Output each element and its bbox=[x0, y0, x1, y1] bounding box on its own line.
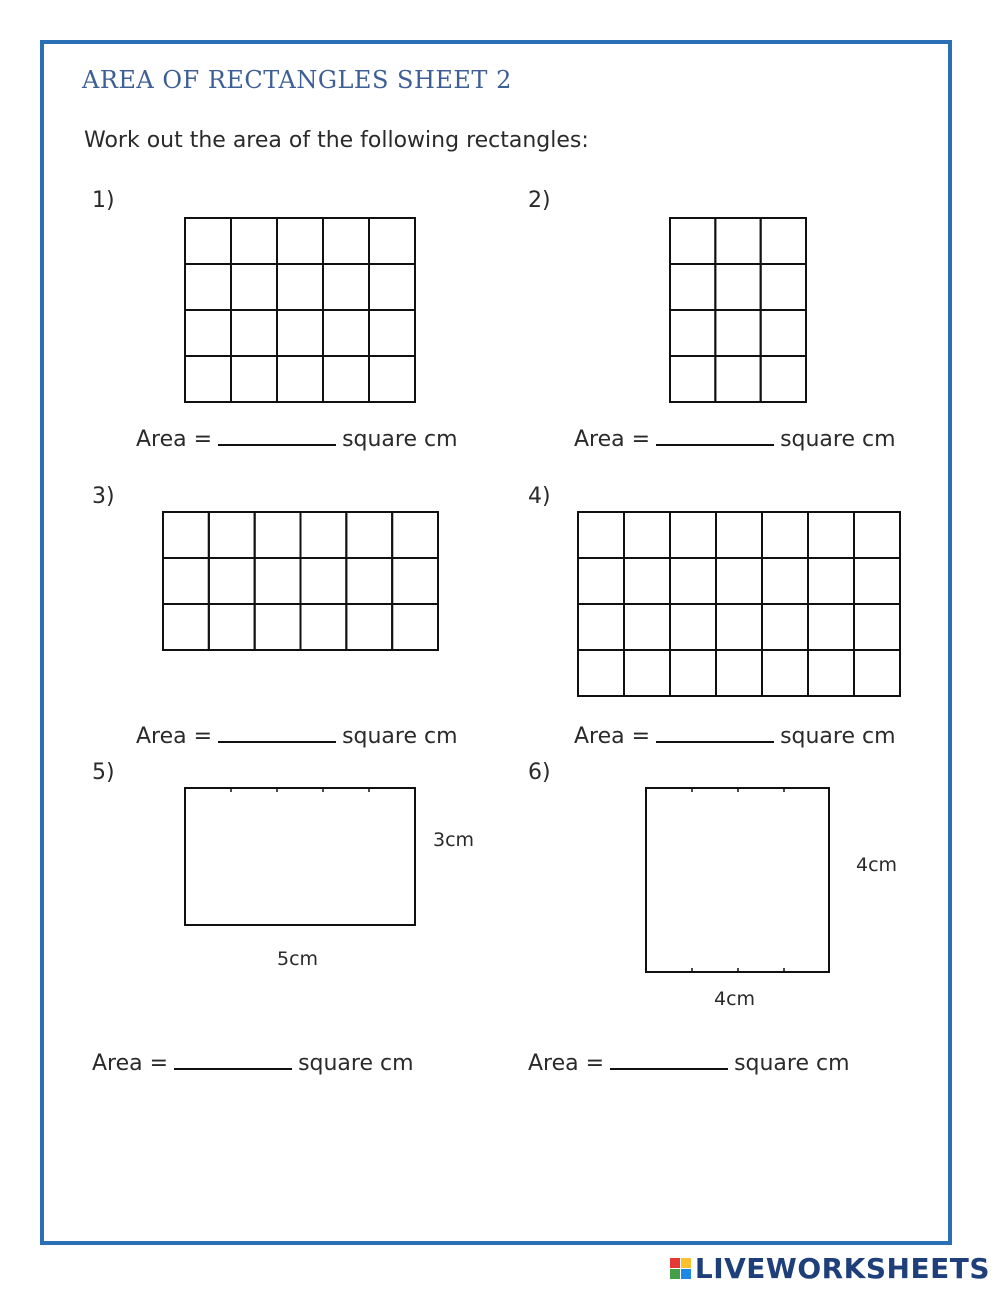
grid-square bbox=[854, 558, 900, 604]
grid-square bbox=[346, 512, 392, 558]
area-suffix: square cm bbox=[780, 724, 896, 749]
grid-square bbox=[808, 604, 854, 650]
liveworksheets-logo-icon bbox=[670, 1258, 691, 1279]
grid-square bbox=[163, 512, 209, 558]
grid-square bbox=[762, 650, 808, 696]
liveworksheets-brand bbox=[670, 1252, 990, 1285]
grid-square bbox=[323, 264, 369, 310]
question-3-area bbox=[136, 723, 458, 749]
area-prefix: Area = bbox=[528, 1051, 605, 1076]
grid-square bbox=[670, 650, 716, 696]
question-5-height-label: 3cm bbox=[433, 829, 475, 851]
area-suffix: square cm bbox=[342, 724, 458, 749]
grid-square bbox=[231, 356, 277, 402]
grid-square bbox=[323, 356, 369, 402]
question-5-number: 5) bbox=[92, 760, 115, 785]
grid-square bbox=[808, 650, 854, 696]
grid-square bbox=[578, 604, 624, 650]
question-2-area bbox=[574, 426, 896, 452]
area-suffix: square cm bbox=[298, 1051, 414, 1076]
question-2-answer-blank[interactable] bbox=[656, 426, 774, 446]
grid-square bbox=[255, 512, 301, 558]
grid-square bbox=[163, 604, 209, 650]
grid-square bbox=[578, 650, 624, 696]
question-2-number: 2) bbox=[528, 188, 551, 213]
question-6-answer-blank[interactable] bbox=[610, 1050, 728, 1070]
grid-square bbox=[209, 558, 255, 604]
area-prefix: Area = bbox=[92, 1051, 169, 1076]
grid-square bbox=[231, 264, 277, 310]
question-6-number: 6) bbox=[528, 760, 551, 785]
grid-square bbox=[323, 310, 369, 356]
grid-square bbox=[762, 558, 808, 604]
grid-square bbox=[716, 558, 762, 604]
grid-square bbox=[761, 356, 806, 402]
question-1-grid bbox=[184, 217, 416, 403]
grid-square bbox=[392, 604, 438, 650]
area-prefix: Area = bbox=[574, 724, 651, 749]
grid-square bbox=[624, 512, 670, 558]
area-suffix: square cm bbox=[734, 1051, 850, 1076]
grid-square bbox=[163, 558, 209, 604]
grid-square bbox=[670, 218, 715, 264]
grid-square bbox=[346, 558, 392, 604]
question-1-answer-blank[interactable] bbox=[218, 426, 336, 446]
grid-square bbox=[670, 512, 716, 558]
grid-square bbox=[624, 604, 670, 650]
instructions: Work out the area of the following rectangles: bbox=[84, 128, 589, 153]
grid-square bbox=[715, 218, 760, 264]
grid-square bbox=[761, 310, 806, 356]
question-4-grid bbox=[577, 511, 901, 697]
grid-square bbox=[369, 356, 415, 402]
question-3-grid bbox=[162, 511, 439, 651]
grid-square bbox=[231, 310, 277, 356]
grid-square bbox=[715, 310, 760, 356]
grid-square bbox=[716, 604, 762, 650]
question-4-area bbox=[574, 723, 896, 749]
grid-square bbox=[301, 558, 347, 604]
logo-square-blue bbox=[681, 1269, 691, 1279]
grid-square bbox=[277, 218, 323, 264]
grid-square bbox=[369, 218, 415, 264]
question-2-grid bbox=[669, 217, 807, 403]
question-5-answer-blank[interactable] bbox=[174, 1050, 292, 1070]
question-5-width-label: 5cm bbox=[277, 948, 319, 970]
grid-square bbox=[761, 218, 806, 264]
question-1-area bbox=[136, 426, 458, 452]
worksheet-title: AREA OF RECTANGLES SHEET 2 bbox=[82, 66, 512, 94]
grid-square bbox=[209, 512, 255, 558]
grid-square bbox=[301, 512, 347, 558]
grid-square bbox=[716, 512, 762, 558]
grid-square bbox=[255, 604, 301, 650]
grid-square bbox=[578, 512, 624, 558]
grid-square bbox=[808, 512, 854, 558]
grid-square bbox=[369, 264, 415, 310]
area-prefix: Area = bbox=[136, 427, 213, 452]
grid-square bbox=[624, 558, 670, 604]
question-6-height-label: 4cm bbox=[856, 854, 898, 876]
grid-square bbox=[277, 310, 323, 356]
grid-square bbox=[716, 650, 762, 696]
question-5-area bbox=[92, 1050, 414, 1076]
grid-square bbox=[185, 310, 231, 356]
logo-square-red bbox=[670, 1258, 680, 1268]
grid-square bbox=[670, 356, 715, 402]
grid-square bbox=[715, 356, 760, 402]
grid-square bbox=[670, 558, 716, 604]
grid-square bbox=[715, 264, 760, 310]
area-suffix: square cm bbox=[342, 427, 458, 452]
grid-square bbox=[761, 264, 806, 310]
grid-square bbox=[255, 558, 301, 604]
grid-square bbox=[301, 604, 347, 650]
grid-square bbox=[185, 356, 231, 402]
grid-square bbox=[346, 604, 392, 650]
grid-square bbox=[854, 650, 900, 696]
grid-square bbox=[231, 218, 277, 264]
grid-square bbox=[670, 264, 715, 310]
question-5-rectangle bbox=[184, 787, 416, 926]
grid-square bbox=[185, 218, 231, 264]
logo-square-green bbox=[670, 1269, 680, 1279]
question-6-rectangle bbox=[645, 787, 830, 973]
grid-square bbox=[578, 558, 624, 604]
grid-square bbox=[854, 512, 900, 558]
grid-square bbox=[209, 604, 255, 650]
question-4-number: 4) bbox=[528, 484, 551, 509]
area-suffix: square cm bbox=[780, 427, 896, 452]
question-3-number: 3) bbox=[92, 484, 115, 509]
grid-square bbox=[323, 218, 369, 264]
grid-square bbox=[624, 650, 670, 696]
question-4-answer-blank[interactable] bbox=[656, 723, 774, 743]
question-6-area bbox=[528, 1050, 850, 1076]
grid-square bbox=[762, 604, 808, 650]
grid-square bbox=[670, 604, 716, 650]
area-prefix: Area = bbox=[136, 724, 213, 749]
grid-square bbox=[392, 558, 438, 604]
grid-square bbox=[369, 310, 415, 356]
question-6-width-label: 4cm bbox=[714, 988, 756, 1010]
logo-square-yellow bbox=[681, 1258, 691, 1268]
grid-square bbox=[392, 512, 438, 558]
grid-square bbox=[854, 604, 900, 650]
grid-square bbox=[670, 310, 715, 356]
grid-square bbox=[185, 264, 231, 310]
grid-square bbox=[762, 512, 808, 558]
brand-name: LIVEWORKSHEETS bbox=[694, 1252, 990, 1285]
grid-square bbox=[277, 356, 323, 402]
question-3-answer-blank[interactable] bbox=[218, 723, 336, 743]
area-prefix: Area = bbox=[574, 427, 651, 452]
grid-square bbox=[277, 264, 323, 310]
question-1-number: 1) bbox=[92, 188, 115, 213]
grid-square bbox=[808, 558, 854, 604]
